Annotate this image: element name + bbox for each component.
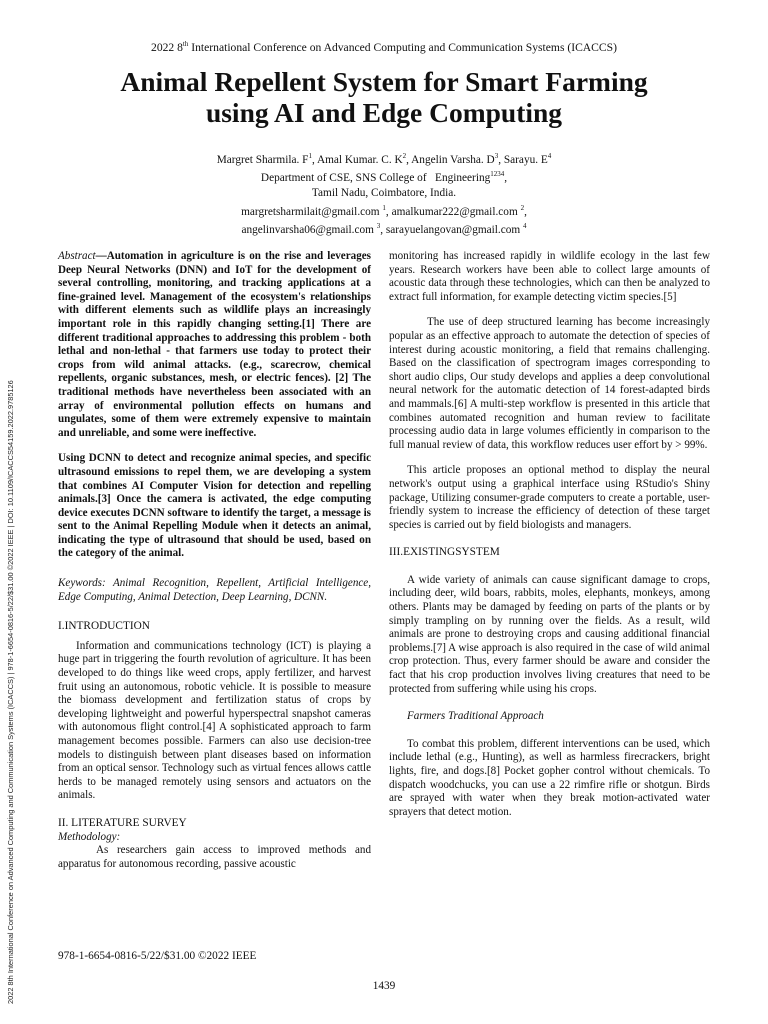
title-line-2: using AI and Edge Computing (205, 97, 563, 128)
abstract: Abstract—Automation in agriculture is on the rise and leverages Deep Neural Networks (DNN) and IoT for the development of several controlling, monitoring, and tracking applications at a fine-grained level. Management of the ecosystem's relationships with different elements such as wildlife plays an increasingly important role in this rapidly changing setting.[1] There are different traditional approaches to addressing this problem - both lethal and non-lethal - that farmers use today to protect their crops from wild animal attacks. (e.g., scarecrow, chemical repellents, organic substances, mesh, or electric fences). [2] The traditional methods have nevertheless been associated with an array of environmental pollution effects on humans and ungulates, some of them were extremely expensive to maintain and unreliable, and some were ineffective. (58, 250, 371, 439)
doi-sidebar: 2022 8th International Conference on Advanced Computing and Communication Systems (ICACCS) | 978-1-6654-0816-5/22/$31.00 ©2022 IEEE | DOI: 10.1109/ICACCS54159.2022.9785126 (6, 380, 15, 1004)
subheading-farmers-approach: Farmers Traditional Approach (407, 710, 544, 723)
section-heading-literature-survey: II. LITERATURE SURVEY (58, 816, 187, 829)
section-heading-introduction: I.INTRODUCTION (58, 620, 150, 633)
keywords: Keywords: Animal Recognition, Repellent, Artificial Intelligence, Edge Computing, Animal Detection, Deep Learning, DCNN. (58, 577, 371, 603)
literature-survey-text: As researchers gain access to improved methods and apparatus for autonomous recording, passive acoustic (58, 844, 371, 870)
farmers-approach-text: To combat this problem, different interventions can be used, which include lethal (e.g., Hunting), as well as harmless firecrackers, bright lights, fire, and dogs.[8] Pocket gopher control without chemicals. To dispatch woodchucks, you can use a 22 rimfire rifle or shotgun. Birds are sprayed with water when they break motion-activated water sprayers that detect motion. (389, 737, 710, 818)
introduction-text: Information and communications technology (ICT) is playing a huge part in triggering the fourth revolution of agriculture. It has been developed to do things like weed crops, apply fertilizer, and harvest fruit using an autonomous, robotic vehicle. It is possible to measure the biomass development and fertilization status of crops by developing lightweight and powerful hyperspectral snapshot cameras with autonomous flight control.[4] A sophisticated approach to farm management becomes possible. Farmers can also use decision-tree models to distinguish between plant diseases based on information from an optical sensor. Technology such as virtual fences allows cattle herds to be managed remotely using sensors and actuators on the animals. (58, 639, 371, 802)
author-emails-1: margretsharmilait@gmail.com $^1$, amalkumar222@gmail.com $^2$, (241, 203, 527, 218)
copyright-footer: 978-1-6654-0816-5/22/$31.00 ©2022 IEEE (58, 950, 257, 962)
page-number: 1439 (372, 980, 396, 992)
author-department: Department of CSE, SNS College of Engineering$^{1234}$, (260, 170, 508, 185)
subheading-methodology: Methodology: (58, 830, 121, 843)
abstract-paragraph-2: Using DCNN to detect and recognize animal species, and specific ultrasound emissions to repel them, we are developing a system that combines AI Computer Vision for detection and repelling animals.[3] Once the camera is activated, the edge computing device executes DCNN software to identify the target, a message is sent to the Animal Repelling Module when it detects an animal, indicating the type of ultrasound that should be used, based on the category of the animal. (58, 452, 371, 560)
left-column (58, 250, 371, 871)
title-line-1: Animal Repellent System for Smart Farming (120, 66, 648, 97)
author-location: Tamil Nadu, Coimbatore, India. (311, 186, 457, 199)
author-names: Margret Sharmila. $F^1$, Amal Kumar. C. $K^2$, Angelin Varsha. $D^3$, Sarayu. $E^4$ (216, 152, 552, 166)
author-block (0, 149, 768, 238)
right-paragraph-2: The use of deep structured learning has become increasingly popular as an effective approach to automate the detection of species of interest during acoustic monitoring, a field that remains challenging. Based on the classification of spectrogram images corresponding to short audio clips, Our study develops and applies a deep convolutional neural network for the automatic detection of 14 forest-adapted birds and mammals.[6] A multi-step workflow is presented in this article that combines automated recognition and human review to facilitate processing audio data in large volumes efficiently in comparison to the full manual review of data, this workflow reduces user effort by > 99%. (389, 316, 710, 451)
right-column (389, 250, 710, 819)
section-heading-existing-system: III.EXISTINGSYSTEM (389, 546, 500, 559)
existing-system-text: A wide variety of animals can cause significant damage to crops, including deer, wild boars, rabbits, moles, elephants, monkeys, among others. Plants may be damaged by feeding on parts of the plants or by simply trampling on by running over the fields. As a result, wild animals are prone to destroying crops and causing additional financial problems.[7] A wise approach is also required in the case of wild animal crop protection. Thus, every farmer should be aware and consider the fact that his crop production involves living creatures that need to be protected from suffering while using his crops. (389, 573, 710, 695)
paper-title (0, 66, 768, 128)
right-paragraph-3: This article proposes an optional method to display the neural network's output using a graphical interface using RStudio's Shiny package, Utilizing consumer-grade computers to create a portable, user-friendly system to increase the efficiency of detection of these target species is carried out by field biologists and managers. (389, 464, 710, 531)
right-paragraph-1: monitoring has increased rapidly in wildlife ecology in the last few years. Research workers have been able to collect large amounts of acoustic data through these technologies, which can then be analyzed to extract full information, for example detecting victim species.[5] (389, 250, 710, 303)
conference-header: 2022 8th International Conference on Advanced Computing and Communication Systems (ICACCS) (151, 40, 617, 54)
author-emails-2: angelinvarsha06@gmail.com $^3$, sarayuelangovan@gmail.com $^4$ (241, 222, 527, 236)
